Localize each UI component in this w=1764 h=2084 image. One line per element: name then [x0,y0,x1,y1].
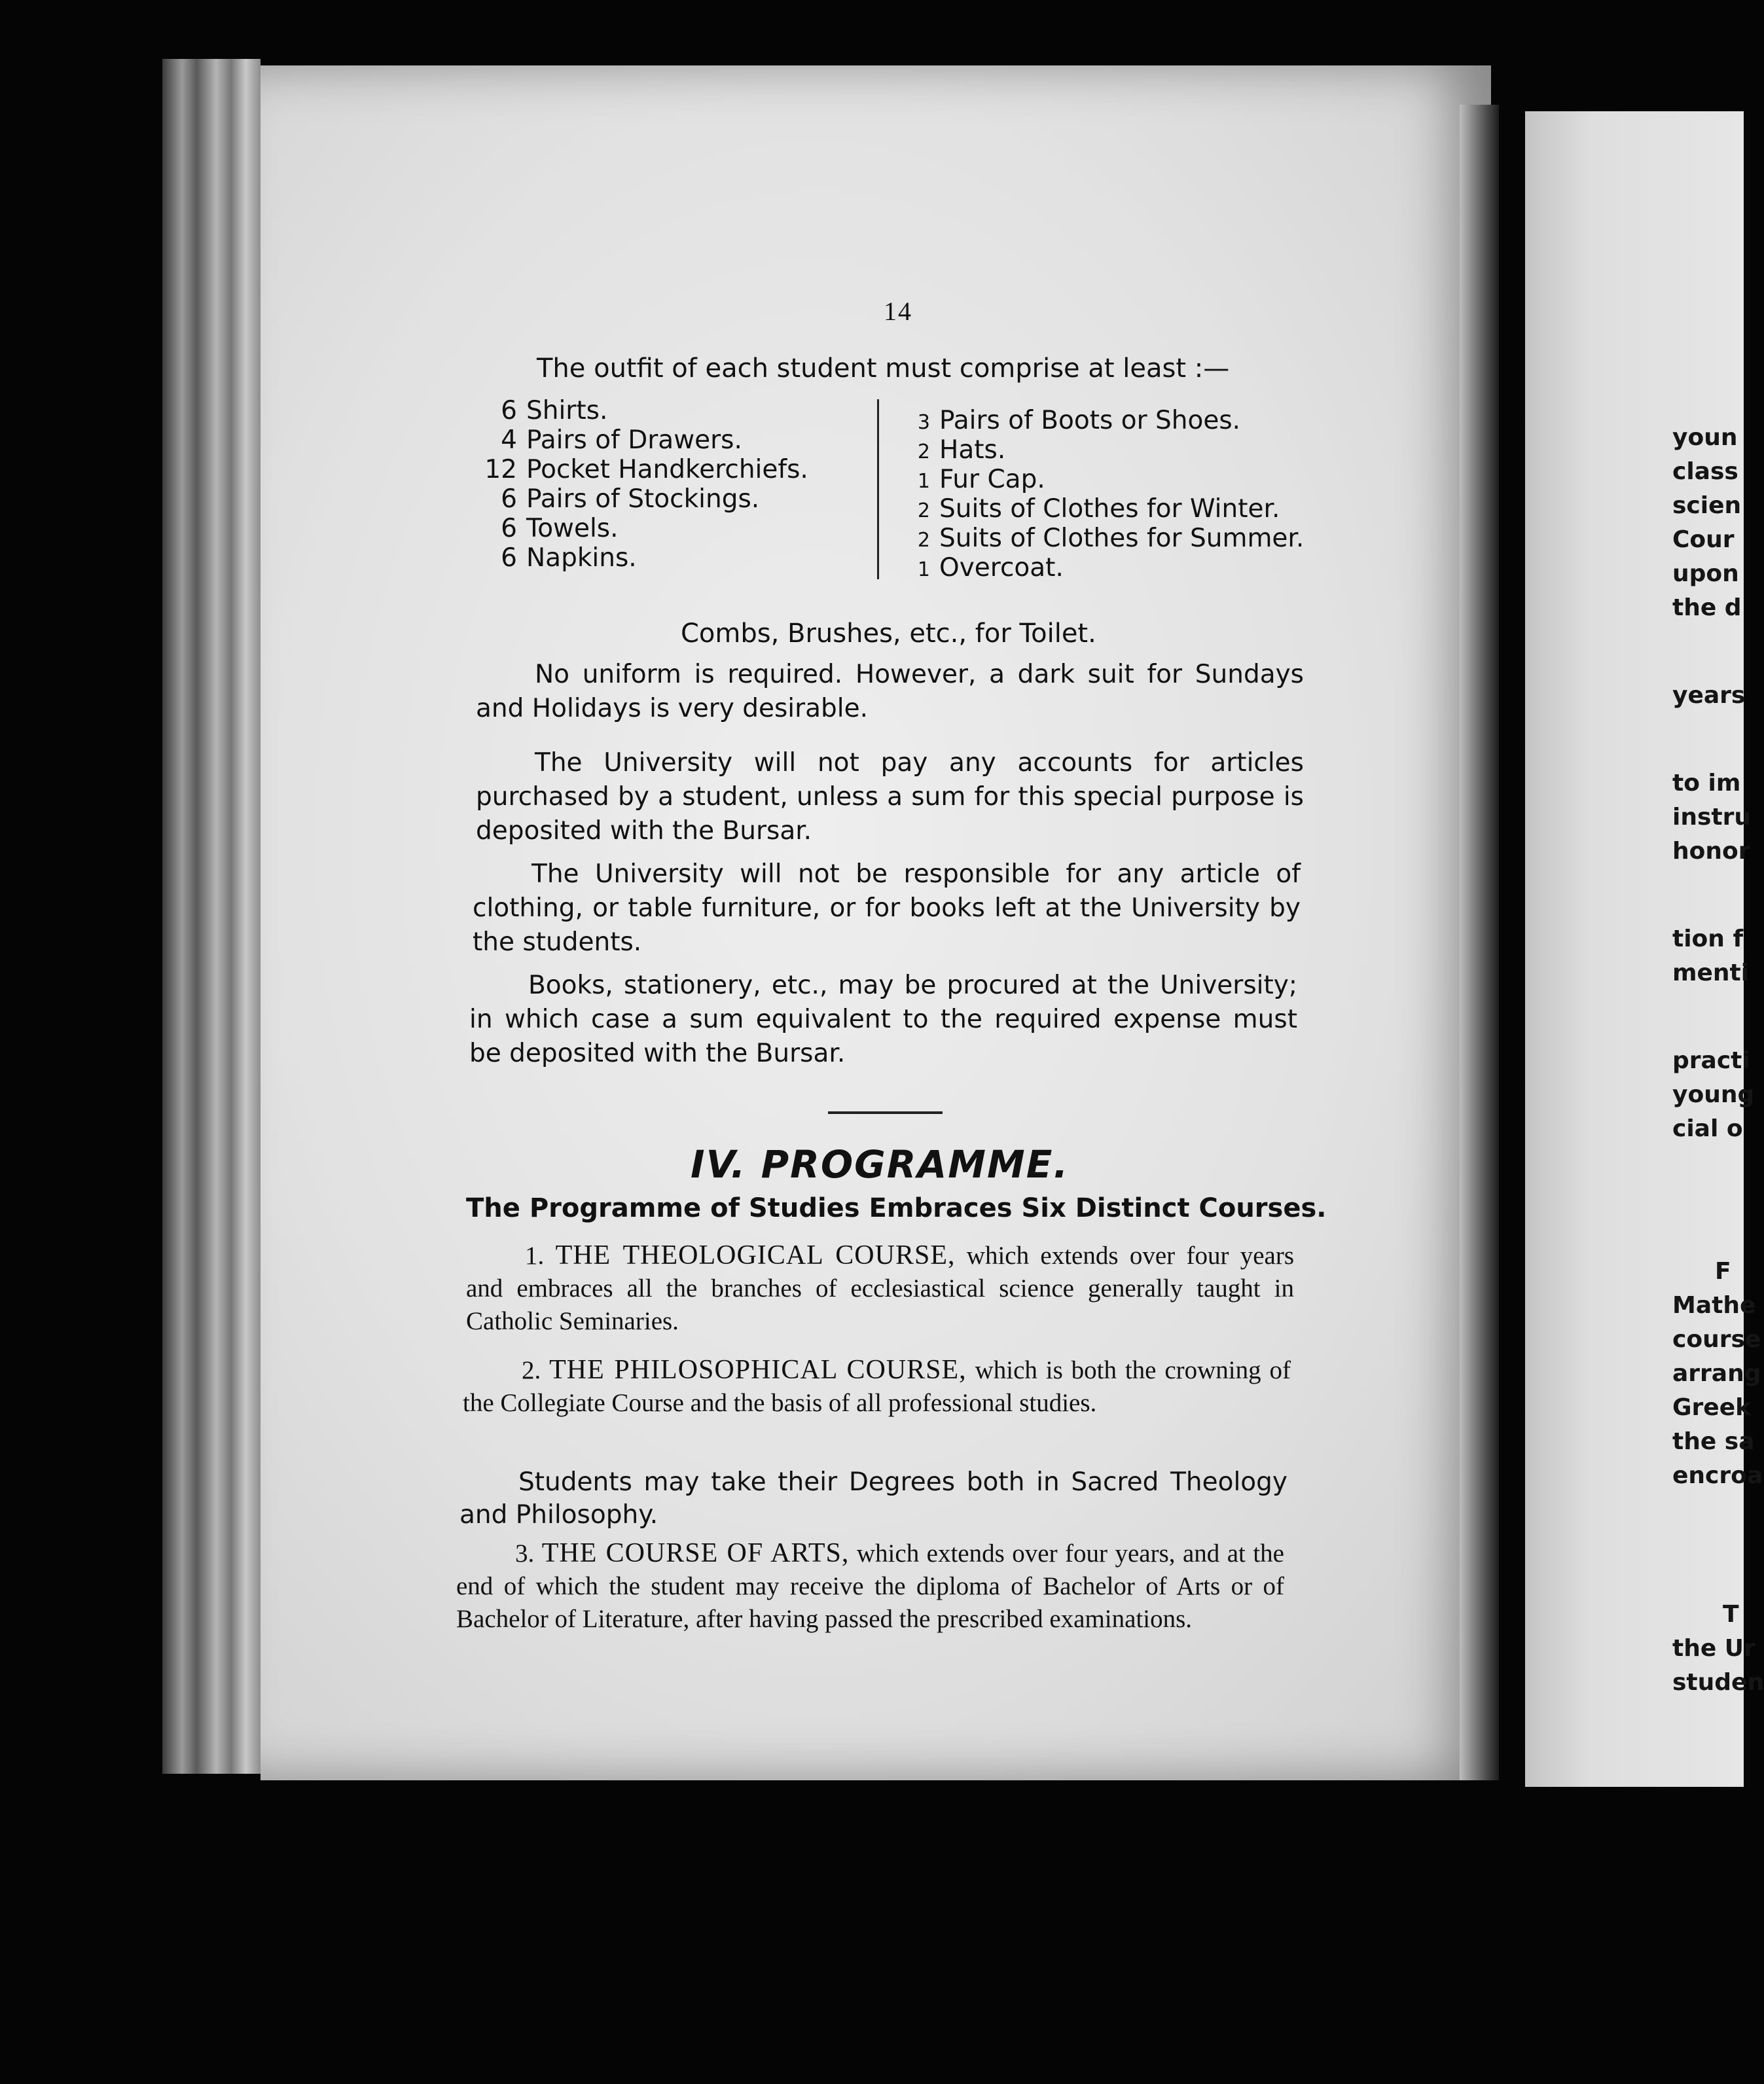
list-item: 2 Suits of Clothes for Summer. [917,524,1305,553]
right-page-fragment: studen [1672,1669,1764,1696]
list-item: 6 Napkins. [501,543,637,573]
right-page-fragment: the Ur [1672,1635,1755,1662]
right-page-fragment: menti [1672,960,1750,986]
course-description: which extends over four years, and at the end of which the student may receive the diploma of Bachelor of Arts or of Bachelor of Literature, after having passed the prescribed examinations. [456,1539,1284,1633]
right-page-fragment: tion f [1672,925,1744,952]
course-title: THE COURSE OF ARTS, [541,1538,850,1568]
list-divider [877,399,879,579]
outfit-list-left [478,396,808,573]
page-number: 14 [884,296,912,326]
uniform-paragraph: No uniform is required. However, a dark suit for Sundays and Holidays is very desirable. [476,660,1304,723]
list-item: 2 Suits of Clothes for Winter. [917,494,1280,524]
right-page-fragment: Mathe [1672,1292,1756,1319]
list-item: 3 Pairs of Boots or Shoes. [917,406,1241,435]
course-description: which extends over four years and embraces all the branches of ecclesiastical science generally taught in Catholic Seminaries. [466,1242,1295,1335]
right-page-fragment: practi [1672,1047,1750,1074]
section-divider [828,1111,943,1114]
list-item: 6 Shirts. [501,396,608,425]
outfit-list-right [907,406,1304,583]
right-page-fragment: cial o [1672,1115,1743,1142]
right-page-fragment: course [1672,1326,1761,1353]
toilet-items-line: Combs, Brushes, etc., for Toilet. [681,619,1096,649]
right-page-fragment: scien [1672,492,1742,519]
right-page-fragment: to im [1672,770,1741,797]
section-heading: IV. PROGRAMME. [691,1142,1070,1187]
list-item: 6 Towels. [501,514,619,543]
course-number: 2. [522,1356,541,1384]
course-number: 3. [515,1539,535,1568]
book-page-edges [162,59,261,1774]
section-subheading: The Programme of Studies Embraces Six Distinct Courses. [466,1193,1327,1223]
list-item: 6 Pairs of Stockings. [501,484,760,514]
right-page-fragment: honor [1672,838,1750,865]
right-page-fragment: years [1672,682,1746,709]
right-page-fragment: arrang [1672,1360,1761,1387]
books-paragraph: Books, stationery, etc., may be procured at the University; in which case a sum equivalent to the required expense must be deposited with the Bursar. [469,971,1297,1068]
right-page-fragment: the d [1672,594,1742,621]
course-title: THE THEOLOGICAL COURSE, [555,1240,956,1270]
outfit-intro: The outfit of each student must comprise at least :— [537,353,1230,384]
list-item: 12 Pocket Handkerchiefs. [484,455,808,484]
course-arts [456,1537,1284,1636]
right-page-fragment: upon [1672,560,1739,587]
right-page-fragment: Cour [1672,526,1735,553]
course-theological [466,1239,1294,1338]
course-number: 1. [525,1242,545,1270]
list-item: 1 Fur Cap. [917,465,1045,494]
right-page-fragment: the sa [1672,1428,1755,1455]
right-page-fragment: class [1672,458,1738,485]
list-item: 4 Pairs of Drawers. [501,425,742,455]
degrees-paragraph: Students may take their Degrees both in Sacred Theology and Philosophy. [459,1467,1287,1530]
right-page-fragment: young [1672,1081,1755,1108]
list-item: 1 Overcoat. [917,553,1064,583]
book-gutter [1460,105,1499,1780]
responsibility-paragraph: The University will not be responsible for any article of clothing, or table furniture, or for books left at the University by the students. [473,859,1301,957]
right-page-fragment: youn [1672,424,1738,451]
right-page-fragment: instru [1672,804,1751,831]
course-description: which is both the crowning of the Collegiate Course and the basis of all professional studies. [463,1356,1291,1417]
right-page-fragment: encroa [1672,1462,1763,1489]
course-philosophical [463,1354,1291,1420]
right-page-fragment: Greek [1672,1394,1752,1421]
list-item: 2 Hats. [917,435,1006,465]
course-title: THE PHILOSOPHICAL COURSE, [549,1355,967,1385]
accounts-paragraph: The University will not pay any accounts for articles purchased by a student, unless a sum for this special purpose is deposited with the Bursar. [476,748,1304,846]
right-page-fragment: F [1715,1258,1731,1285]
right-page-fragment: T [1723,1601,1739,1628]
